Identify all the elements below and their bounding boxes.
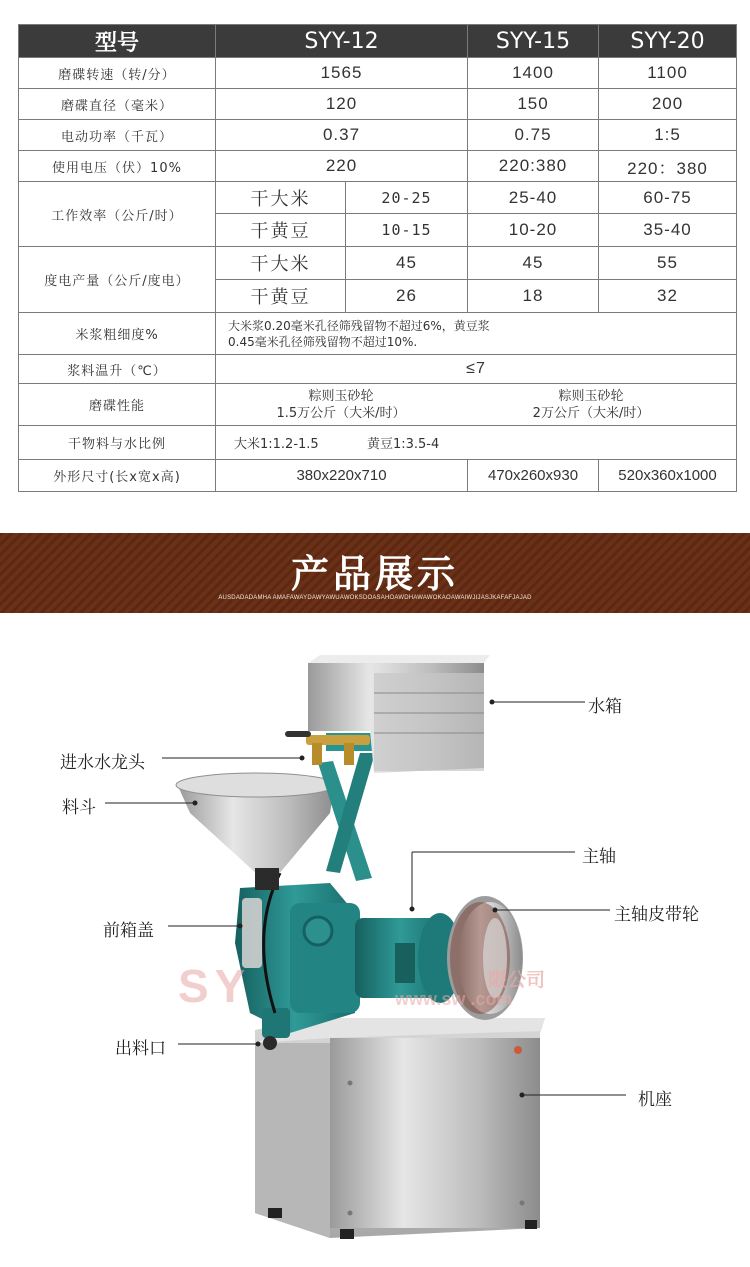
disc-col-a xyxy=(216,388,466,422)
base-cabinet xyxy=(255,1018,545,1239)
cell-ratio xyxy=(216,426,737,460)
cell-disc xyxy=(216,384,737,426)
callout-inlet-tap: 进水水龙头 xyxy=(60,753,145,773)
row-label-diameter: 磨碟直径（毫米） xyxy=(19,89,216,120)
cell-diameter-m1: 120 xyxy=(216,89,468,120)
row-label-ratio: 干物料与水比例 xyxy=(19,426,216,460)
watermark-logo: SY xyxy=(178,960,252,1012)
cell-eff-soy-m2: 10-20 xyxy=(468,214,599,247)
row-label-fineness: 米浆粗细度% xyxy=(19,313,216,355)
disc-a-line-1: 粽则玉砂轮 xyxy=(308,388,374,404)
cell-out-soy-m2: 18 xyxy=(468,280,599,313)
sub-label-soy: 干黄豆 xyxy=(216,214,346,247)
cell-speed-m3: 1100 xyxy=(599,58,737,89)
cell-out-rice-m1: 45 xyxy=(346,247,468,280)
cell-eff-soy-m3: 35-40 xyxy=(599,214,737,247)
section-banner xyxy=(0,533,750,613)
cell-out-rice-m3: 55 xyxy=(599,247,737,280)
row-label-power: 电动功率（千瓦） xyxy=(19,120,216,151)
cell-power-m1: 0.37 xyxy=(216,120,468,151)
row-label-speed: 磨碟转速（转/分） xyxy=(19,58,216,89)
row-label-temp: 浆料温升（℃） xyxy=(19,355,216,384)
header-syy12: SYY-12 xyxy=(216,25,468,58)
cell-speed-m1: 1565 xyxy=(216,58,468,89)
callout-outlet: 出料口 xyxy=(115,1039,166,1059)
table-row xyxy=(19,247,737,280)
table-row xyxy=(19,182,737,214)
cell-diameter-m3: 200 xyxy=(599,89,737,120)
callout-front-cover: 前箱盖 xyxy=(103,921,154,941)
row-label-efficiency: 工作效率（公斤/时） xyxy=(19,182,216,247)
disc-a-line-2: 1.5万公斤（大米/时） xyxy=(276,405,406,421)
callout-base: 机座 xyxy=(638,1090,672,1110)
callout-main-shaft: 主轴 xyxy=(582,847,616,867)
cell-out-soy-m1: 26 xyxy=(346,280,468,313)
table-row xyxy=(19,355,737,384)
table-row xyxy=(19,426,737,460)
header-syy15: SYY-15 xyxy=(468,25,599,58)
sub-label-rice: 干大米 xyxy=(216,247,346,280)
ratio-soy: 黄豆1:3.5-4 xyxy=(366,437,440,452)
cell-diameter-m2: 150 xyxy=(468,89,599,120)
watermark-company: 限公司 xyxy=(488,970,546,991)
table-header-row xyxy=(19,25,737,58)
cell-voltage-m1: 220 xyxy=(216,151,468,182)
cell-power-m2: 0.75 xyxy=(468,120,599,151)
table-row xyxy=(19,384,737,426)
banner-title: 产品展示 xyxy=(290,552,459,596)
cell-eff-rice-m3: 60-75 xyxy=(599,182,737,214)
table-row xyxy=(19,313,737,355)
cell-out-soy-m3: 32 xyxy=(599,280,737,313)
cell-eff-rice-m1: 20-25 xyxy=(346,182,468,214)
table-row xyxy=(19,58,737,89)
header-model-label: 型号 xyxy=(19,25,216,58)
cell-size-m3: 520x360x1000 xyxy=(599,460,737,492)
row-label-size: 外形尺寸(长x宽x高) xyxy=(19,460,216,492)
row-label-output: 度电产量（公斤/度电） xyxy=(19,247,216,313)
table-row xyxy=(19,120,737,151)
row-label-voltage: 使用电压（伏）10% xyxy=(19,151,216,182)
cell-temp: ≤7 xyxy=(216,355,737,384)
cell-size-m1: 380x220x710 xyxy=(216,460,468,492)
disc-b-line-1: 粽则玉砂轮 xyxy=(558,388,624,404)
disc-col-b xyxy=(466,388,716,422)
cell-voltage-m3: 220：380 xyxy=(599,151,737,182)
row-label-disc: 磨碟性能 xyxy=(19,384,216,426)
hopper xyxy=(176,773,336,890)
fineness-line-1: 大米浆0.20毫米孔径筛残留物不超过6%，黄豆浆 xyxy=(228,318,490,333)
banner-subtitle: AUSDADADAMHA AMAFAWAYDAWYAWUAWOKSDOASAHOAWDHAWAWOKAOAWAIWJIJASJKAFAFJAJAD xyxy=(218,595,532,601)
sub-label-soy: 干黄豆 xyxy=(216,280,346,313)
ratio-rice: 大米1:1.2-1.5 xyxy=(234,437,319,452)
disc-b-line-2: 2万公斤（大米/时） xyxy=(532,405,650,421)
callout-hopper: 料斗 xyxy=(62,798,96,818)
cell-fineness xyxy=(216,313,737,355)
sub-label-rice: 干大米 xyxy=(216,182,346,214)
cell-speed-m2: 1400 xyxy=(468,58,599,89)
header-syy20: SYY-20 xyxy=(599,25,737,58)
fineness-line-2: 0.45毫米孔径筛残留物不超过10%. xyxy=(228,334,418,349)
table-row xyxy=(19,151,737,182)
callout-water-tank: 水箱 xyxy=(588,697,622,717)
cell-voltage-m2: 220:380 xyxy=(468,151,599,182)
spec-table xyxy=(18,24,737,492)
cell-power-m3: 1:5 xyxy=(599,120,737,151)
cell-eff-rice-m2: 25-40 xyxy=(468,182,599,214)
cell-out-rice-m2: 45 xyxy=(468,247,599,280)
watermark-url: www.sw .com xyxy=(395,989,513,1009)
water-tank xyxy=(308,655,490,773)
table-row xyxy=(19,460,737,492)
table-row xyxy=(19,89,737,120)
cell-eff-soy-m1: 10-15 xyxy=(346,214,468,247)
product-display xyxy=(0,613,750,1267)
cell-size-m2: 470x260x930 xyxy=(468,460,599,492)
callout-shaft-pulley: 主轴皮带轮 xyxy=(614,905,699,925)
